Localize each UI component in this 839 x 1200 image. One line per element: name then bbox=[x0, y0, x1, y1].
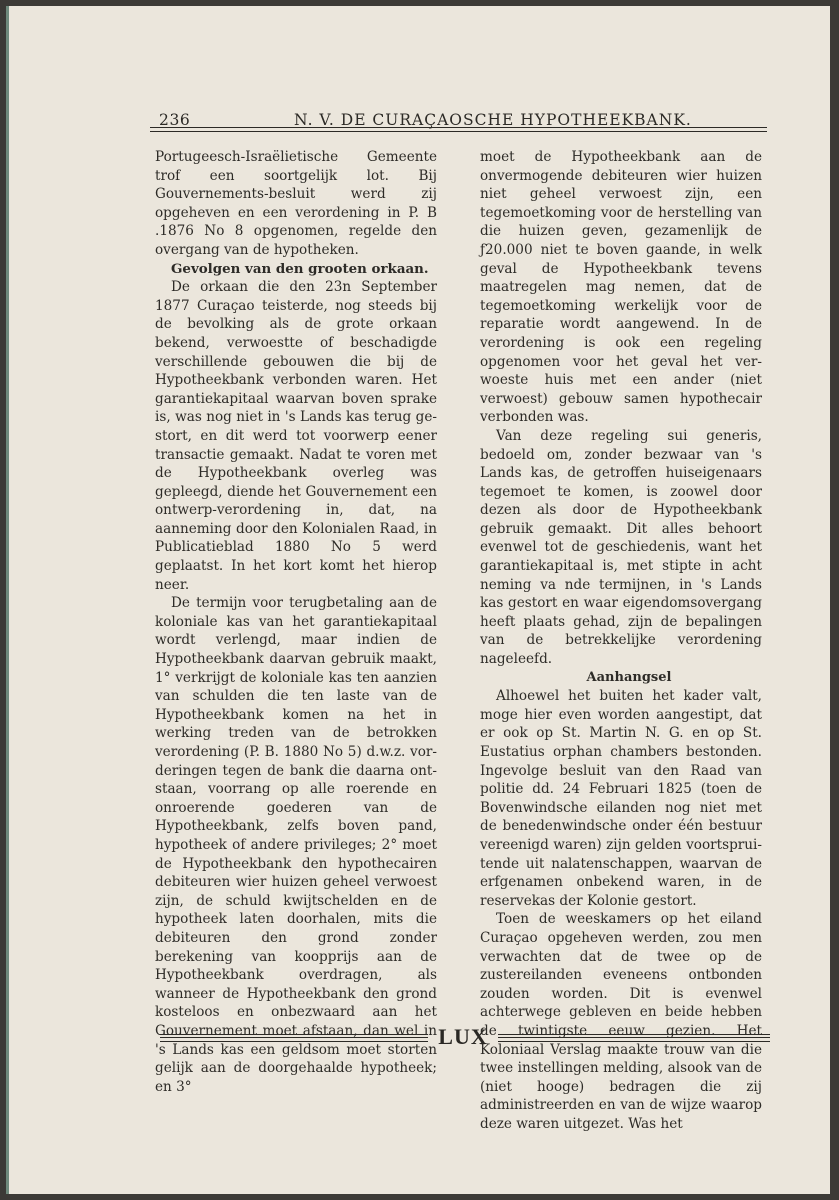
right-column bbox=[480, 148, 762, 1133]
paragraph: De orkaan die den 23n September 1877 Curaçao teisterde, nog steeds bij de bevolking als de grote orkaan bekend, verwoestte of beschadigde verschillende gebouwen die bij de Hypotheekbank verbonden waren. Het garantiekapitaal waarvan boven sprake is, was nog niet in 's Lands kas terug gestort, en dit werd tot voorwerp eener transactie gemaakt. Nadat te voren met de Hypotheekbank overleg was gepleegd, diende het Gouvernement een ontwerp-verordening in, dat, na aanneming door den Kolonialen Raad, in Publicatieblad 1880 No 5 werd geplaatst. In het kort komt het hierop neer. bbox=[155, 279, 437, 593]
paragraph: De termijn voor terugbetaling aan de koloniale kas van het garantiekapitaal wordt verlengd, maar indien de Hypotheekbank daarvan gebruik maakt, 1° verkrijgt de koloniale kas ten aanzien van schulden die ten laste van de Hypotheekbank komen na het in werking treden van de betrokken verordening (P. B. 1880 No 5) d.w.z. vorderingen tegen de bank die daarna ontstaan, voorrang op alle roerende en onroerende goederen van de Hypotheekbank, zelfs boven pand, hypotheek of andere privileges; 2° moet de Hypotheekbank den hypothecairen debiteuren wier huizen geheel verwoest zijn, de schuld kwijtschelden en de hypotheek laten doorhalen, mits die debiteuren den grond zonder berekening van koopprijs aan de Hypotheekbank overdragen, als wanneer de Hypotheekbank den grond kosteloos en onbezwaard aan het Gouvernement moet afstaan, dan wel in 's Lands kas een geldsom moet storten gelijk aan de doorgehaalde hypotheek; en 3° bbox=[155, 595, 437, 1095]
paragraph: Alhoewel het buiten het kader valt, moge hier even worden aangestipt, dat er ook op St. Martin N. G. en op St. Eustatius orphan chambers bestonden. Ingevolge besluit van den Raad van politie dd. 24 Februari 1825 (toen de Bovenwindsche eilanden nog niet met de benedenwindsche onder één bestuur vereenigd waren) zijn gelden voortspruitende uit nalatenschappen, waarvan de erfgenamen onbekend waren, in de reservekas der Kolonie gestort. bbox=[480, 688, 762, 909]
paragraph: moet de Hypotheekbank aan de onvermogende debiteuren wier huizen niet geheel verwoest zijn, een tegemoetkoming voor de herstelling van die huizen geven, gezamenlijk de ƒ20.000 niet te boven gaande, in welk geval de Hypotheekbank tevens maatregelen mag nemen, dat de tegemoetkoming werkelijk voor de reparatie wordt aangewend. In de verordening is ook een regeling opgenomen voor het geval het verwoeste huis met een ander (niet verwoest) gebouw samen hypothecair verbonden was. bbox=[480, 149, 762, 426]
paragraph: Toen de weeskamers op het eiland Curaçao opgeheven werden, zou men verwachten dat de twee op de zustereilanden eveneens ontbonden zouden worden. Dit is evenwel achterwege gebleven en beide hebben de twintigste eeuw gezien. Het Koloniaal Verslag maakte trouw van die twee instellingen melding, alsook van de (niet hooge) bedragen die zij administreerden en van de wijze waarop deze waren uitgezet. Was het bbox=[480, 911, 762, 1132]
footer-rule-right bbox=[498, 1034, 770, 1042]
paragraph: Portugeesch-Israëlietische Gemeente trof een soortgelijk lot. Bij Gouvernements-besluit werd zij opgeheven en een verordening in P. B .1876 No 8 opgenomen, regelde den overgang van de hypotheken. bbox=[155, 149, 437, 258]
left-column bbox=[155, 148, 437, 1096]
lux-logo: LUX bbox=[438, 1024, 488, 1049]
section-heading: Gevolgen van den grooten orkaan. bbox=[171, 260, 429, 277]
header-rule bbox=[150, 127, 767, 132]
section-heading: Aanhangsel bbox=[586, 669, 672, 685]
running-title: N. V. DE CURAÇAOSCHE HYPOTHEEKBANK. bbox=[294, 111, 692, 129]
footer-rule-left bbox=[160, 1034, 428, 1042]
paragraph: Van deze regeling sui generis, bedoeld om, zonder bezwaar van 's Lands kas, de getroffen huiseigenaars tegemoet te komen, is zoowel door dezen als door de Hypotheekbank gebruik gemaakt. Dit alles behoort evenwel tot de geschiedenis, want het garantiekapitaal is, met stipte in acht neming va nde termijnen, in 's Lands kas gestort en waar eigendomsovergang heeft plaats gehad, zijn de bepalingen van de betrekkelijke verordening nageleefd. bbox=[480, 427, 762, 668]
page-number: 236 bbox=[159, 111, 191, 129]
page-footer bbox=[160, 1026, 770, 1052]
